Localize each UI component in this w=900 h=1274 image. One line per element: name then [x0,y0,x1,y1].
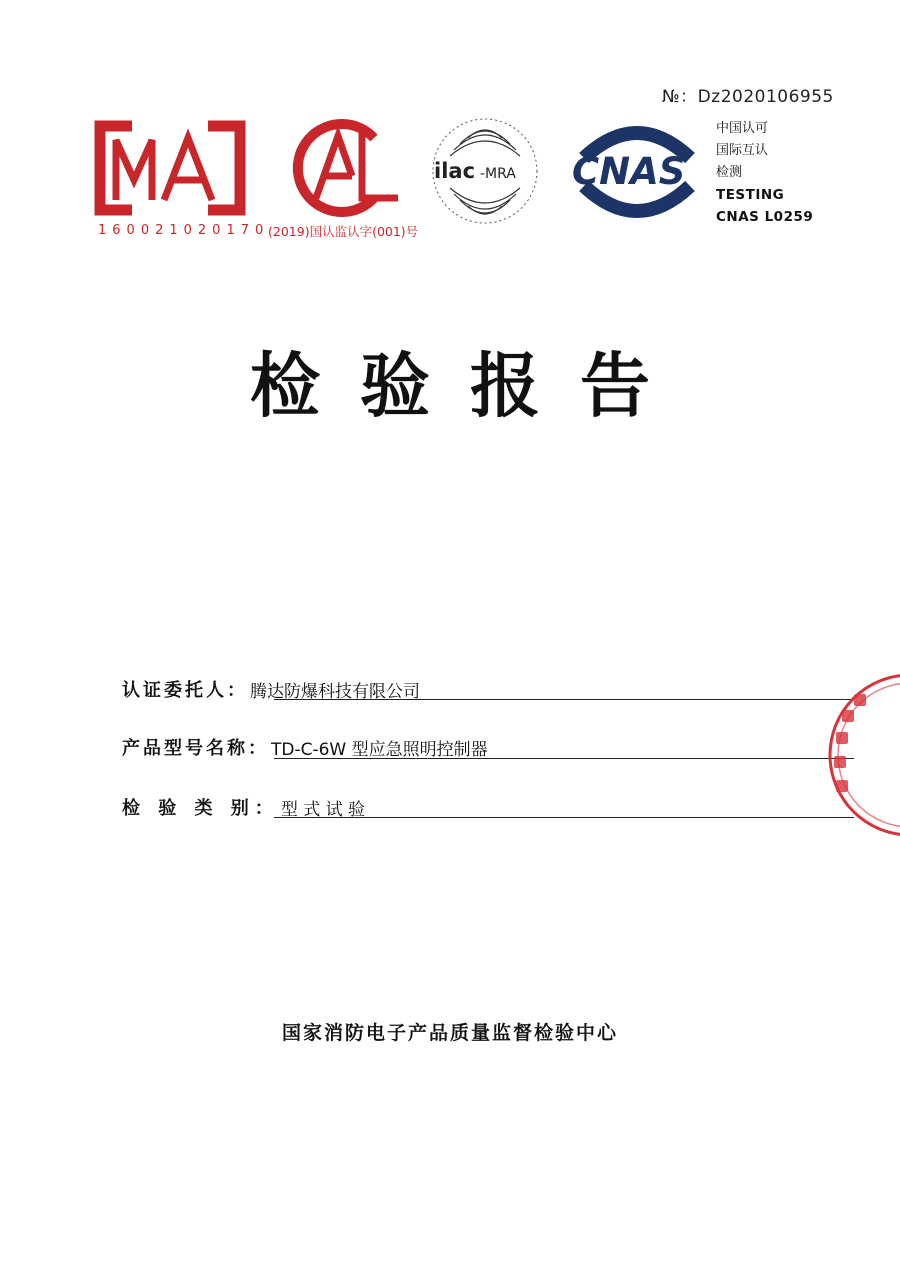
field-product-label: 产品型号名称： [122,738,269,759]
issuing-organization: 国家消防电子产品质量监督检验中心 [281,1022,618,1044]
cma-code: 160021020170 [98,223,270,238]
ilac-mra-logo [430,116,540,226]
cnas-line-4: TESTING [716,187,785,203]
report-number: №：Dz2020106955 [662,87,834,107]
cnas-line-1: 中国认可 [716,121,769,136]
field-inspection-type-underline [274,817,854,818]
field-product-underline [274,758,854,759]
cnas-line-3: 检测 [716,165,743,180]
field-client [122,672,420,702]
field-product-value: TD-C-6W 型应急照明控制器 [271,740,488,760]
field-inspection-type [122,790,365,820]
cnas-accreditation-text [716,118,813,228]
field-product [122,730,488,760]
field-inspection-type-label: 检 验 类 别： [122,798,279,819]
cal-logo [286,118,406,218]
field-client-underline [274,699,854,700]
report-title: 检验报告 [250,345,690,427]
cnas-logo [570,120,704,220]
cma-logo [92,118,248,218]
field-inspection-type-value: 型 式 试 验 [280,800,366,820]
svg-text:-MRA: -MRA [480,166,516,182]
field-client-value: 腾达防爆科技有限公司 [250,682,420,702]
field-client-label: 认证委托人： [122,680,248,701]
cal-code: (2019)国认监认字(001)号 [268,224,419,239]
svg-text:ilac: ilac [434,159,476,183]
cnas-line-5: CNAS L0259 [716,209,814,225]
cnas-line-2: 国际互认 [716,143,769,158]
svg-text:CNAS: CNAS [572,150,686,193]
official-seal [818,670,900,844]
